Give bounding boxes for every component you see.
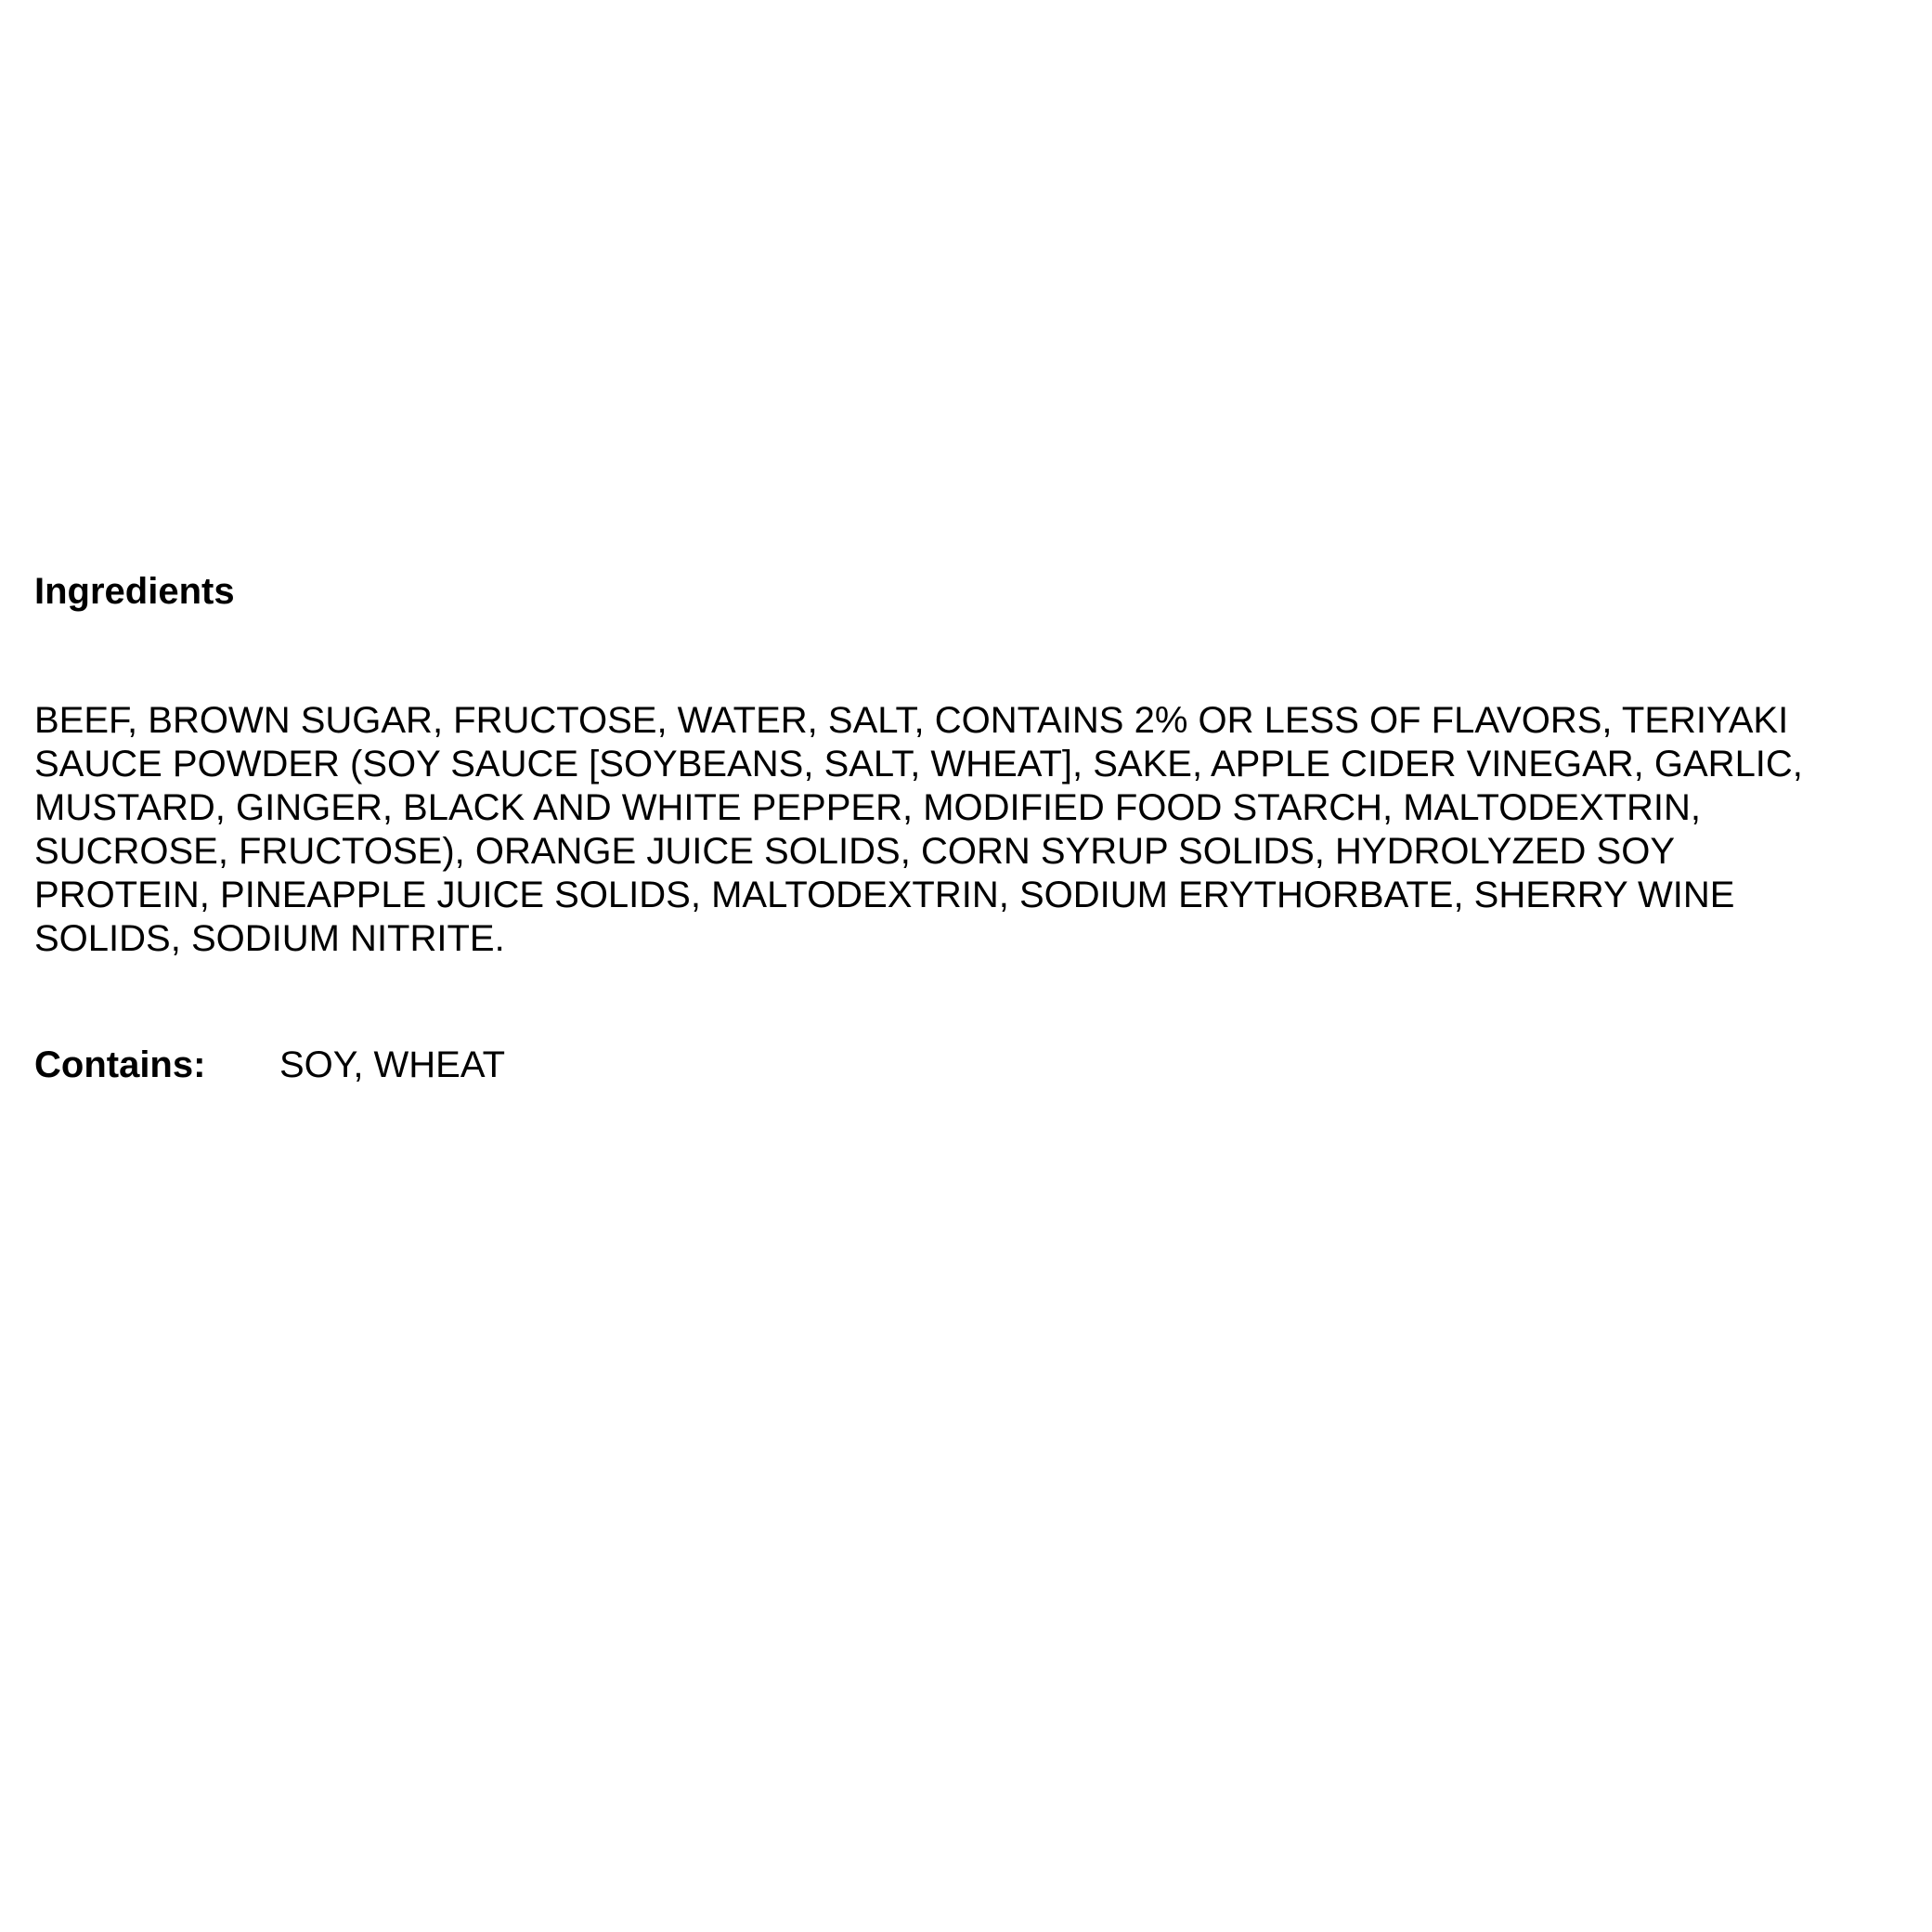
allergen-statement — [34, 1044, 506, 1086]
ingredients-line: SOLIDS, SODIUM NITRITE. — [34, 918, 505, 959]
ingredients-line: BEEF, BROWN SUGAR, FRUCTOSE, WATER, SALT, CONTAINS 2% OR LESS OF FLAVORS, TERIYAKI — [34, 700, 1789, 741]
ingredients-line: PROTEIN, PINEAPPLE JUICE SOLIDS, MALTODEXTRIN, SODIUM ERYTHORBATE, SHERRY WINE — [34, 875, 1735, 915]
ingredients-heading: Ingredients — [34, 571, 235, 612]
ingredients-list — [34, 699, 1803, 961]
ingredients-line: SUCROSE, FRUCTOSE), ORANGE JUICE SOLIDS, CORN SYRUP SOLIDS, HYDROLYZED SOY — [34, 831, 1675, 872]
ingredients-line: SAUCE POWDER (SOY SAUCE [SOYBEANS, SALT, WHEAT], SAKE, APPLE CIDER VINEGAR, GARLIC, — [34, 744, 1803, 784]
contains-label: Contains: — [34, 1044, 206, 1085]
contains-value: SOY, WHEAT — [279, 1044, 506, 1085]
ingredients-line: MUSTARD, GINGER, BLACK AND WHITE PEPPER, MODIFIED FOOD STARCH, MALTODEXTRIN, — [34, 787, 1701, 828]
